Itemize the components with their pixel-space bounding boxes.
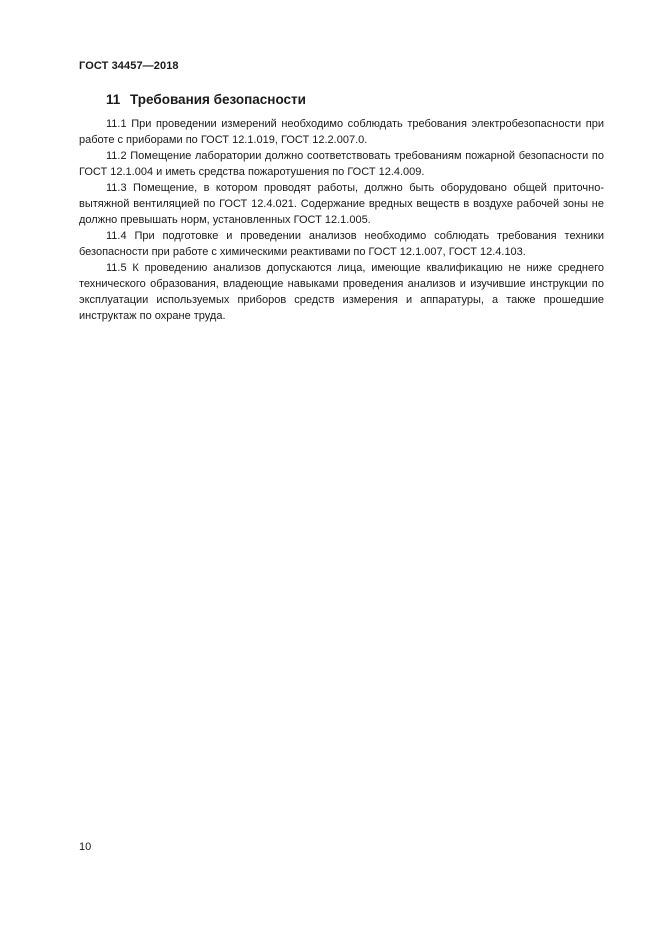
paragraph-11-1: 11.1 При проведении измерений необходимо соблюдать требования электробезопасности при работе с приборами по ГОСТ 12.1.019, ГОСТ 12.2.007.0.: [79, 118, 604, 146]
paragraph-11-4: 11.4 При подготовке и проведении анализов необходимо соблюдать требования техники безопасности при работе с химическими реактивами по ГОСТ 12.1.007, ГОСТ 12.4.103.: [79, 230, 604, 258]
section-body: [79, 116, 604, 324]
paragraph-11-5: 11.5 К проведению анализов допускаются лица, имеющие квалификацию не ниже среднего технического образования, владеющие навыками проведения анализов и изучившие инструкции по эксплуатации используемых приборов средств измерения и аппаратуры, а также прошедшие инструктаж по охране труда.: [79, 262, 604, 322]
section-title: Требования безопасности: [130, 92, 306, 107]
paragraph-11-2: 11.2 Помещение лаборатории должно соответствовать требованиям пожарной безопасности по ГОСТ 12.1.004 и иметь средства пожаротушения по ГОСТ 12.4.009.: [79, 150, 604, 178]
section-heading: [106, 92, 306, 107]
page-number: 10: [79, 841, 92, 853]
document-header: ГОСТ 34457—2018: [79, 60, 179, 72]
section-number: 11: [106, 92, 121, 107]
paragraph-11-3: 11.3 Помещение, в котором проводят работы, должно быть оборудовано общей приточно-вытяжной вентиляцией по ГОСТ 12.4.021. Содержание вредных веществ в воздухе рабочей зоны не должно превышать норм, установленных ГОСТ 12.1.005.: [79, 182, 604, 226]
